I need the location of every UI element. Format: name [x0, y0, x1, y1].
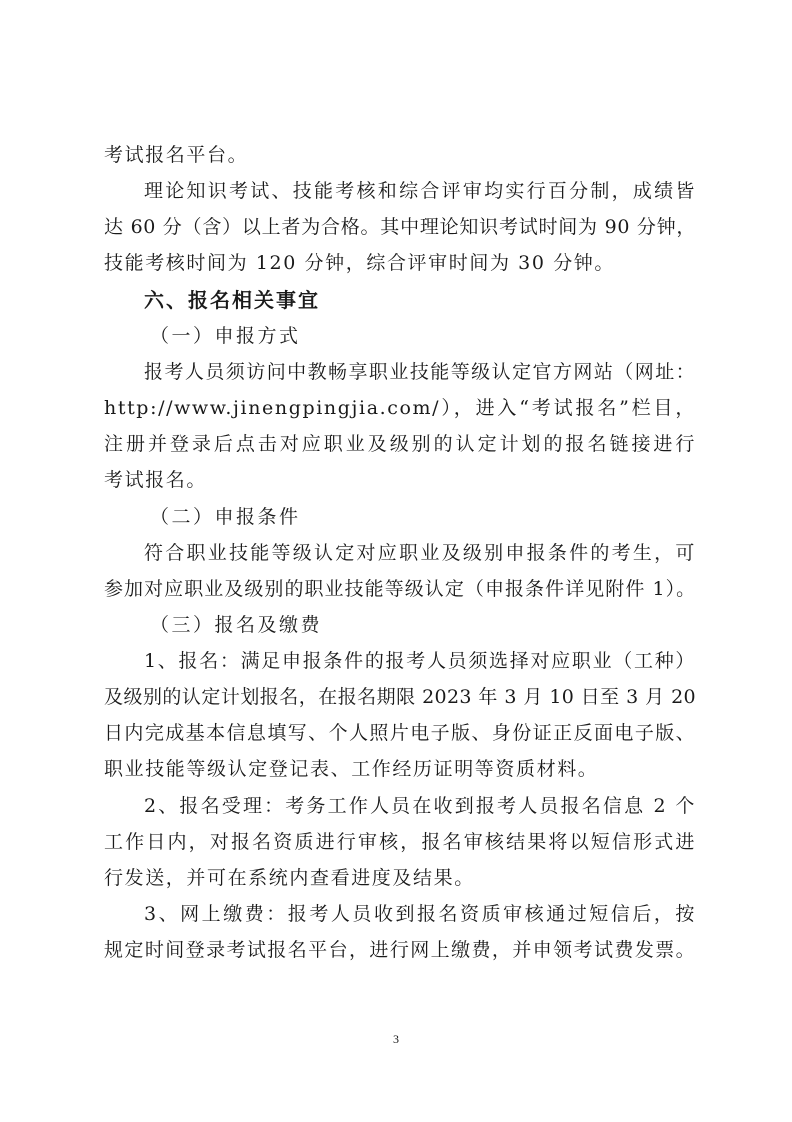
text-line: 技能考核时间为 120 分钟，综合评审时间为 30 分钟。: [104, 252, 616, 274]
text-line: 日内完成基本信息填写、个人照片电子版、身份证正反面电子版、: [104, 722, 696, 744]
text-line: 1、报名：满足申报条件的报考人员须选择对应职业（工种）: [144, 650, 696, 672]
text-line: 考试报名。: [104, 469, 208, 491]
text-line: 注册并登录后点击对应职业及级别的认定计划的报名链接进行: [104, 433, 696, 455]
subsection-heading: （二）申报条件: [150, 506, 301, 528]
text-line: 及级别的认定计划报名，在报名期限 2023 年 3 月 10 日至 3 月 20: [104, 686, 696, 708]
text-line: 考试报名平台。: [104, 144, 249, 166]
subsection-heading: （三）报名及缴费: [150, 614, 323, 636]
text-line: 符合职业技能等级认定对应职业及级别申报条件的考生，可: [144, 542, 696, 564]
text-line: 职业技能等级认定登记表、工作经历证明等资质材料。: [104, 758, 599, 780]
text-line: 规定时间登录考试报名平台，进行网上缴费，并申领考试费发票。: [104, 939, 696, 961]
text-line: 工作日内，对报名资质进行审核，报名审核结果将以短信形式进: [104, 831, 696, 853]
section-heading: 六、报名相关事宜: [144, 288, 320, 312]
text-line: 3、网上缴费：报考人员收到报名资质审核通过短信后，按: [144, 903, 696, 925]
text-line: 行发送，并可在系统内查看进度及结果。: [104, 867, 475, 889]
text-line: 理论知识考试、技能考核和综合评审均实行百分制，成绩皆: [144, 180, 696, 202]
text-line: 报考人员须访问中教畅享职业技能等级认定官方网站（网址：: [144, 361, 696, 383]
text-line: 参加对应职业及级别的职业技能等级认定（申报条件详见附件 1）。: [104, 578, 696, 600]
subsection-heading: （一）申报方式: [150, 325, 301, 347]
text-line: 2、报名受理：考务工作人员在收到报考人员报名信息 2 个: [144, 795, 696, 817]
text-line: http://www.jinengpingjia.com/），进入“考试报名”栏目，: [104, 397, 696, 419]
page-number: 3: [393, 1032, 399, 1046]
text-line: 达 60 分（含）以上者为合格。其中理论知识考试时间为 90 分钟，: [104, 216, 696, 238]
